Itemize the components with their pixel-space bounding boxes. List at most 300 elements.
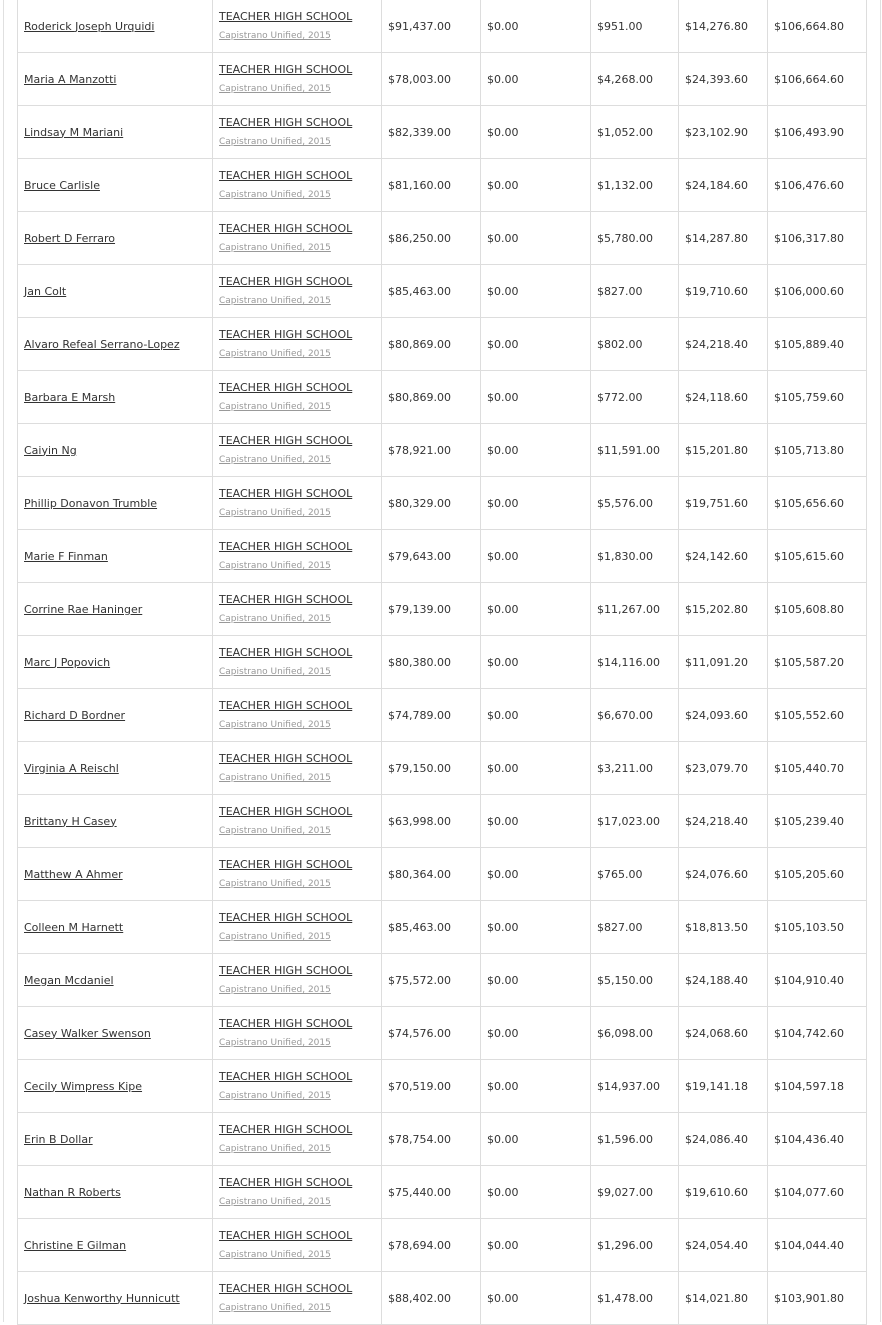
job-title-cell xyxy=(213,371,382,424)
benefits-value: $14,287.80 xyxy=(685,231,748,245)
job-title-cell xyxy=(213,477,382,530)
table-row xyxy=(18,212,867,265)
overtime-pay-cell xyxy=(481,689,591,742)
benefits-cell xyxy=(679,795,768,848)
job-title-cell xyxy=(213,212,382,265)
benefits-cell xyxy=(679,689,768,742)
total-pay-value: $106,000.60 xyxy=(774,284,844,298)
agency-year-link[interactable]: Capistrano Unified, 2015 xyxy=(219,773,331,783)
total-pay-value: $105,103.50 xyxy=(774,920,844,934)
table-row xyxy=(18,0,867,53)
table-row xyxy=(18,1007,867,1060)
job-title-cell xyxy=(213,159,382,212)
job-title-cell xyxy=(213,636,382,689)
employee-name-link[interactable]: Casey Walker Swenson xyxy=(24,1026,151,1040)
job-title-cell xyxy=(213,318,382,371)
overtime-pay-cell xyxy=(481,424,591,477)
job-title-link[interactable]: TEACHER HIGH SCHOOL xyxy=(219,63,353,76)
job-title-link[interactable]: TEACHER HIGH SCHOOL xyxy=(219,1017,353,1030)
job-title-link[interactable]: TEACHER HIGH SCHOOL xyxy=(219,275,353,288)
other-pay-cell xyxy=(591,318,679,371)
benefits-cell xyxy=(679,212,768,265)
benefits-cell xyxy=(679,636,768,689)
regular-pay-cell xyxy=(382,0,481,53)
employee-name-link[interactable]: Richard D Bordner xyxy=(24,708,126,722)
total-pay-cell xyxy=(768,1272,867,1325)
regular-pay-cell xyxy=(382,848,481,901)
overtime-pay-value: $0.00 xyxy=(487,1026,519,1040)
table-row xyxy=(18,901,867,954)
total-pay-cell xyxy=(768,1007,867,1060)
regular-pay-cell xyxy=(382,689,481,742)
other-pay-cell xyxy=(591,159,679,212)
employee-name-cell xyxy=(18,954,213,1007)
total-pay-value: $104,044.40 xyxy=(774,1238,844,1252)
overtime-pay-value: $0.00 xyxy=(487,390,519,404)
job-title-link[interactable]: TEACHER HIGH SCHOOL xyxy=(219,752,353,765)
total-pay-value: $106,493.90 xyxy=(774,125,844,139)
regular-pay-cell xyxy=(382,1166,481,1219)
total-pay-cell xyxy=(768,583,867,636)
other-pay-value: $5,576.00 xyxy=(597,496,653,510)
employee-name-link[interactable]: Bruce Carlisle xyxy=(24,178,100,192)
job-title-link[interactable]: TEACHER HIGH SCHOOL xyxy=(219,1176,353,1189)
table-row xyxy=(18,795,867,848)
job-title-cell xyxy=(213,795,382,848)
job-title-link[interactable]: TEACHER HIGH SCHOOL xyxy=(219,805,353,818)
agency-year-link[interactable]: Capistrano Unified, 2015 xyxy=(219,1197,331,1207)
total-pay-value: $106,664.80 xyxy=(774,19,844,33)
employee-name-cell xyxy=(18,159,213,212)
agency-year-link[interactable]: Capistrano Unified, 2015 xyxy=(219,1144,331,1154)
job-title-link[interactable]: TEACHER HIGH SCHOOL xyxy=(219,1070,353,1083)
other-pay-cell xyxy=(591,0,679,53)
total-pay-cell xyxy=(768,53,867,106)
regular-pay-value: $78,921.00 xyxy=(388,443,451,457)
other-pay-value: $4,268.00 xyxy=(597,72,653,86)
employee-name-cell xyxy=(18,636,213,689)
regular-pay-value: $80,869.00 xyxy=(388,337,451,351)
total-pay-value: $106,317.80 xyxy=(774,231,844,245)
employee-name-link[interactable]: Matthew A Ahmer xyxy=(24,867,123,881)
regular-pay-cell xyxy=(382,318,481,371)
agency-year-link[interactable]: Capistrano Unified, 2015 xyxy=(219,190,331,200)
benefits-cell xyxy=(679,0,768,53)
regular-pay-value: $75,440.00 xyxy=(388,1185,451,1199)
regular-pay-value: $79,139.00 xyxy=(388,602,451,616)
agency-year-link[interactable]: Capistrano Unified, 2015 xyxy=(219,614,331,624)
job-title-link[interactable]: TEACHER HIGH SCHOOL xyxy=(219,381,353,394)
overtime-pay-cell xyxy=(481,848,591,901)
total-pay-cell xyxy=(768,901,867,954)
regular-pay-cell xyxy=(382,1113,481,1166)
total-pay-value: $106,476.60 xyxy=(774,178,844,192)
job-title-link[interactable]: TEACHER HIGH SCHOOL xyxy=(219,169,353,182)
employee-name-link[interactable]: Colleen M Harnett xyxy=(24,920,124,934)
employee-name-cell xyxy=(18,1272,213,1325)
regular-pay-cell xyxy=(382,1219,481,1272)
overtime-pay-cell xyxy=(481,901,591,954)
employee-name-link[interactable]: Barbara E Marsh xyxy=(24,390,116,404)
regular-pay-cell xyxy=(382,265,481,318)
other-pay-value: $14,116.00 xyxy=(597,655,660,669)
job-title-link[interactable]: TEACHER HIGH SCHOOL xyxy=(219,1282,353,1295)
agency-year-link[interactable]: Capistrano Unified, 2015 xyxy=(219,508,331,518)
agency-year-link[interactable]: Capistrano Unified, 2015 xyxy=(219,137,331,147)
benefits-cell xyxy=(679,848,768,901)
regular-pay-cell xyxy=(382,106,481,159)
regular-pay-value: $75,572.00 xyxy=(388,973,451,987)
employee-name-link[interactable]: Robert D Ferraro xyxy=(24,231,116,245)
agency-year-link[interactable]: Capistrano Unified, 2015 xyxy=(219,826,331,836)
overtime-pay-cell xyxy=(481,1272,591,1325)
overtime-pay-cell xyxy=(481,530,591,583)
job-title-cell xyxy=(213,424,382,477)
job-title-cell xyxy=(213,1219,382,1272)
overtime-pay-cell xyxy=(481,159,591,212)
regular-pay-cell xyxy=(382,742,481,795)
overtime-pay-cell xyxy=(481,636,591,689)
regular-pay-value: $78,694.00 xyxy=(388,1238,451,1252)
agency-year-link[interactable]: Capistrano Unified, 2015 xyxy=(219,932,331,942)
job-title-cell xyxy=(213,265,382,318)
overtime-pay-value: $0.00 xyxy=(487,708,519,722)
other-pay-cell xyxy=(591,636,679,689)
total-pay-cell xyxy=(768,106,867,159)
overtime-pay-cell xyxy=(481,371,591,424)
employee-name-link[interactable]: Marie F Finman xyxy=(24,549,108,563)
benefits-value: $24,218.40 xyxy=(685,337,748,351)
total-pay-cell xyxy=(768,530,867,583)
other-pay-value: $17,023.00 xyxy=(597,814,660,828)
other-pay-value: $11,267.00 xyxy=(597,602,660,616)
benefits-value: $24,393.60 xyxy=(685,72,748,86)
table-row xyxy=(18,1219,867,1272)
other-pay-cell xyxy=(591,53,679,106)
total-pay-value: $106,664.60 xyxy=(774,72,844,86)
regular-pay-cell xyxy=(382,53,481,106)
employee-name-cell xyxy=(18,53,213,106)
other-pay-value: $1,596.00 xyxy=(597,1132,653,1146)
other-pay-value: $1,478.00 xyxy=(597,1291,653,1305)
salary-table xyxy=(17,0,867,1325)
overtime-pay-value: $0.00 xyxy=(487,284,519,298)
regular-pay-value: $70,519.00 xyxy=(388,1079,451,1093)
table-row xyxy=(18,1113,867,1166)
benefits-value: $24,076.60 xyxy=(685,867,748,881)
overtime-pay-value: $0.00 xyxy=(487,602,519,616)
overtime-pay-cell xyxy=(481,954,591,1007)
employee-name-link[interactable]: Joshua Kenworthy Hunnicutt xyxy=(24,1291,180,1305)
table-row xyxy=(18,106,867,159)
job-title-link[interactable]: TEACHER HIGH SCHOOL xyxy=(219,593,353,606)
regular-pay-cell xyxy=(382,1060,481,1113)
employee-name-link[interactable]: Caiyin Ng xyxy=(24,443,77,457)
employee-name-link[interactable]: Erin B Dollar xyxy=(24,1132,93,1146)
employee-name-link[interactable]: Lindsay M Mariani xyxy=(24,125,124,139)
employee-name-link[interactable]: Maria A Manzotti xyxy=(24,72,117,86)
overtime-pay-value: $0.00 xyxy=(487,814,519,828)
benefits-cell xyxy=(679,424,768,477)
table-row xyxy=(18,265,867,318)
employee-name-cell xyxy=(18,1060,213,1113)
employee-name-cell xyxy=(18,0,213,53)
overtime-pay-cell xyxy=(481,1166,591,1219)
overtime-pay-cell xyxy=(481,1219,591,1272)
other-pay-cell xyxy=(591,901,679,954)
total-pay-cell xyxy=(768,689,867,742)
agency-year-link[interactable]: Capistrano Unified, 2015 xyxy=(219,243,331,253)
other-pay-value: $11,591.00 xyxy=(597,443,660,457)
regular-pay-value: $80,380.00 xyxy=(388,655,451,669)
benefits-cell xyxy=(679,318,768,371)
overtime-pay-value: $0.00 xyxy=(487,337,519,351)
total-pay-cell xyxy=(768,1219,867,1272)
agency-year-link[interactable]: Capistrano Unified, 2015 xyxy=(219,720,331,730)
other-pay-cell xyxy=(591,742,679,795)
other-pay-value: $9,027.00 xyxy=(597,1185,653,1199)
job-title-link[interactable]: TEACHER HIGH SCHOOL xyxy=(219,116,353,129)
benefits-value: $15,201.80 xyxy=(685,443,748,457)
employee-name-link[interactable]: Jan Colt xyxy=(24,284,67,298)
benefits-value: $19,710.60 xyxy=(685,284,748,298)
regular-pay-value: $63,998.00 xyxy=(388,814,451,828)
agency-year-link[interactable]: Capistrano Unified, 2015 xyxy=(219,349,331,359)
total-pay-cell xyxy=(768,159,867,212)
regular-pay-cell xyxy=(382,1007,481,1060)
table-row xyxy=(18,848,867,901)
overtime-pay-cell xyxy=(481,53,591,106)
overtime-pay-value: $0.00 xyxy=(487,1079,519,1093)
overtime-pay-value: $0.00 xyxy=(487,496,519,510)
job-title-cell xyxy=(213,901,382,954)
regular-pay-cell xyxy=(382,636,481,689)
employee-name-link[interactable]: Cecily Wimpress Kipe xyxy=(24,1079,143,1093)
job-title-link[interactable]: TEACHER HIGH SCHOOL xyxy=(219,487,353,500)
agency-year-link[interactable]: Capistrano Unified, 2015 xyxy=(219,455,331,465)
other-pay-cell xyxy=(591,212,679,265)
agency-year-link[interactable]: Capistrano Unified, 2015 xyxy=(219,985,331,995)
employee-name-link[interactable]: Alvaro Refeal Serrano-Lopez xyxy=(24,337,180,351)
regular-pay-cell xyxy=(382,159,481,212)
total-pay-value: $105,759.60 xyxy=(774,390,844,404)
job-title-link[interactable]: TEACHER HIGH SCHOOL xyxy=(219,964,353,977)
job-title-link[interactable]: TEACHER HIGH SCHOOL xyxy=(219,699,353,712)
employee-name-link[interactable]: Roderick Joseph Urquidi xyxy=(24,19,155,33)
overtime-pay-value: $0.00 xyxy=(487,1132,519,1146)
employee-name-cell xyxy=(18,795,213,848)
total-pay-value: $105,656.60 xyxy=(774,496,844,510)
other-pay-value: $6,098.00 xyxy=(597,1026,653,1040)
agency-year-link[interactable]: Capistrano Unified, 2015 xyxy=(219,879,331,889)
job-title-link[interactable]: TEACHER HIGH SCHOOL xyxy=(219,1123,353,1136)
total-pay-value: $104,910.40 xyxy=(774,973,844,987)
benefits-cell xyxy=(679,954,768,1007)
other-pay-value: $765.00 xyxy=(597,867,643,881)
table-row xyxy=(18,689,867,742)
benefits-value: $24,068.60 xyxy=(685,1026,748,1040)
regular-pay-value: $91,437.00 xyxy=(388,19,451,33)
employee-name-link[interactable]: Brittany H Casey xyxy=(24,814,117,828)
total-pay-cell xyxy=(768,1113,867,1166)
job-title-link[interactable]: TEACHER HIGH SCHOOL xyxy=(219,646,353,659)
job-title-link[interactable]: TEACHER HIGH SCHOOL xyxy=(219,328,353,341)
table-row xyxy=(18,318,867,371)
table-row xyxy=(18,477,867,530)
other-pay-value: $1,052.00 xyxy=(597,125,653,139)
total-pay-value: $105,608.80 xyxy=(774,602,844,616)
total-pay-value: $105,552.60 xyxy=(774,708,844,722)
total-pay-value: $105,587.20 xyxy=(774,655,844,669)
overtime-pay-value: $0.00 xyxy=(487,655,519,669)
total-pay-value: $105,440.70 xyxy=(774,761,844,775)
job-title-cell xyxy=(213,1113,382,1166)
employee-name-link[interactable]: Virginia A Reischl xyxy=(24,761,119,775)
other-pay-value: $1,132.00 xyxy=(597,178,653,192)
benefits-cell xyxy=(679,1007,768,1060)
benefits-cell xyxy=(679,106,768,159)
employee-name-cell xyxy=(18,848,213,901)
overtime-pay-value: $0.00 xyxy=(487,19,519,33)
table-row xyxy=(18,1060,867,1113)
salary-table-body xyxy=(18,0,867,1325)
total-pay-value: $104,077.60 xyxy=(774,1185,844,1199)
agency-year-link[interactable]: Capistrano Unified, 2015 xyxy=(219,296,331,306)
agency-year-link[interactable]: Capistrano Unified, 2015 xyxy=(219,84,331,94)
agency-year-link[interactable]: Capistrano Unified, 2015 xyxy=(219,1250,331,1260)
agency-year-link[interactable]: Capistrano Unified, 2015 xyxy=(219,402,331,412)
employee-name-cell xyxy=(18,318,213,371)
benefits-cell xyxy=(679,1272,768,1325)
other-pay-value: $827.00 xyxy=(597,284,643,298)
total-pay-value: $104,597.18 xyxy=(774,1079,844,1093)
agency-year-link[interactable]: Capistrano Unified, 2015 xyxy=(219,31,331,41)
agency-year-link[interactable]: Capistrano Unified, 2015 xyxy=(219,1303,331,1313)
overtime-pay-value: $0.00 xyxy=(487,125,519,139)
overtime-pay-value: $0.00 xyxy=(487,867,519,881)
table-row xyxy=(18,530,867,583)
employee-name-link[interactable]: Nathan R Roberts xyxy=(24,1185,121,1199)
benefits-cell xyxy=(679,901,768,954)
other-pay-value: $827.00 xyxy=(597,920,643,934)
job-title-link[interactable]: TEACHER HIGH SCHOOL xyxy=(219,858,353,871)
job-title-cell xyxy=(213,742,382,795)
other-pay-cell xyxy=(591,954,679,1007)
employee-name-link[interactable]: Marc J Popovich xyxy=(24,655,111,669)
benefits-cell xyxy=(679,583,768,636)
overtime-pay-cell xyxy=(481,1060,591,1113)
total-pay-value: $105,889.40 xyxy=(774,337,844,351)
total-pay-cell xyxy=(768,0,867,53)
regular-pay-cell xyxy=(382,371,481,424)
other-pay-cell xyxy=(591,1060,679,1113)
agency-year-link[interactable]: Capistrano Unified, 2015 xyxy=(219,1038,331,1048)
other-pay-value: $1,830.00 xyxy=(597,549,653,563)
regular-pay-value: $80,329.00 xyxy=(388,496,451,510)
employee-name-link[interactable]: Phillip Donavon Trumble xyxy=(24,496,158,510)
agency-year-link[interactable]: Capistrano Unified, 2015 xyxy=(219,561,331,571)
job-title-link[interactable]: TEACHER HIGH SCHOOL xyxy=(219,10,353,23)
job-title-link[interactable]: TEACHER HIGH SCHOOL xyxy=(219,222,353,235)
job-title-cell xyxy=(213,53,382,106)
regular-pay-cell xyxy=(382,477,481,530)
job-title-cell xyxy=(213,583,382,636)
regular-pay-cell xyxy=(382,1272,481,1325)
benefits-value: $24,142.60 xyxy=(685,549,748,563)
total-pay-cell xyxy=(768,954,867,1007)
other-pay-cell xyxy=(591,795,679,848)
overtime-pay-value: $0.00 xyxy=(487,178,519,192)
table-row xyxy=(18,159,867,212)
employee-name-cell xyxy=(18,371,213,424)
job-title-link[interactable]: TEACHER HIGH SCHOOL xyxy=(219,540,353,553)
other-pay-value: $14,937.00 xyxy=(597,1079,660,1093)
benefits-value: $18,813.50 xyxy=(685,920,748,934)
overtime-pay-cell xyxy=(481,106,591,159)
job-title-link[interactable]: TEACHER HIGH SCHOOL xyxy=(219,911,353,924)
other-pay-cell xyxy=(591,583,679,636)
benefits-cell xyxy=(679,1219,768,1272)
benefits-cell xyxy=(679,1060,768,1113)
employee-name-link[interactable]: Corrine Rae Haninger xyxy=(24,602,143,616)
other-pay-cell xyxy=(591,848,679,901)
table-row xyxy=(18,742,867,795)
total-pay-cell xyxy=(768,212,867,265)
overtime-pay-value: $0.00 xyxy=(487,973,519,987)
benefits-value: $24,118.60 xyxy=(685,390,748,404)
benefits-cell xyxy=(679,1166,768,1219)
regular-pay-cell xyxy=(382,583,481,636)
agency-year-link[interactable]: Capistrano Unified, 2015 xyxy=(219,1091,331,1101)
job-title-cell xyxy=(213,1060,382,1113)
overtime-pay-value: $0.00 xyxy=(487,1185,519,1199)
overtime-pay-cell xyxy=(481,583,591,636)
benefits-cell xyxy=(679,159,768,212)
total-pay-cell xyxy=(768,636,867,689)
employee-name-cell xyxy=(18,1113,213,1166)
overtime-pay-value: $0.00 xyxy=(487,72,519,86)
employee-name-cell xyxy=(18,530,213,583)
total-pay-cell xyxy=(768,318,867,371)
total-pay-cell xyxy=(768,1166,867,1219)
other-pay-cell xyxy=(591,1219,679,1272)
overtime-pay-cell xyxy=(481,212,591,265)
total-pay-cell xyxy=(768,742,867,795)
employee-name-cell xyxy=(18,583,213,636)
overtime-pay-value: $0.00 xyxy=(487,1291,519,1305)
agency-year-link[interactable]: Capistrano Unified, 2015 xyxy=(219,667,331,677)
employee-name-link[interactable]: Megan Mcdaniel xyxy=(24,973,114,987)
job-title-cell xyxy=(213,954,382,1007)
job-title-link[interactable]: TEACHER HIGH SCHOOL xyxy=(219,434,353,447)
regular-pay-value: $86,250.00 xyxy=(388,231,451,245)
other-pay-value: $5,780.00 xyxy=(597,231,653,245)
job-title-link[interactable]: TEACHER HIGH SCHOOL xyxy=(219,1229,353,1242)
overtime-pay-cell xyxy=(481,265,591,318)
job-title-cell xyxy=(213,689,382,742)
regular-pay-value: $79,150.00 xyxy=(388,761,451,775)
overtime-pay-value: $0.00 xyxy=(487,920,519,934)
benefits-cell xyxy=(679,53,768,106)
benefits-value: $24,086.40 xyxy=(685,1132,748,1146)
other-pay-cell xyxy=(591,1113,679,1166)
table-row xyxy=(18,1272,867,1325)
overtime-pay-cell xyxy=(481,477,591,530)
other-pay-value: $6,670.00 xyxy=(597,708,653,722)
employee-name-link[interactable]: Christine E Gilman xyxy=(24,1238,127,1252)
overtime-pay-value: $0.00 xyxy=(487,549,519,563)
benefits-value: $24,188.40 xyxy=(685,973,748,987)
